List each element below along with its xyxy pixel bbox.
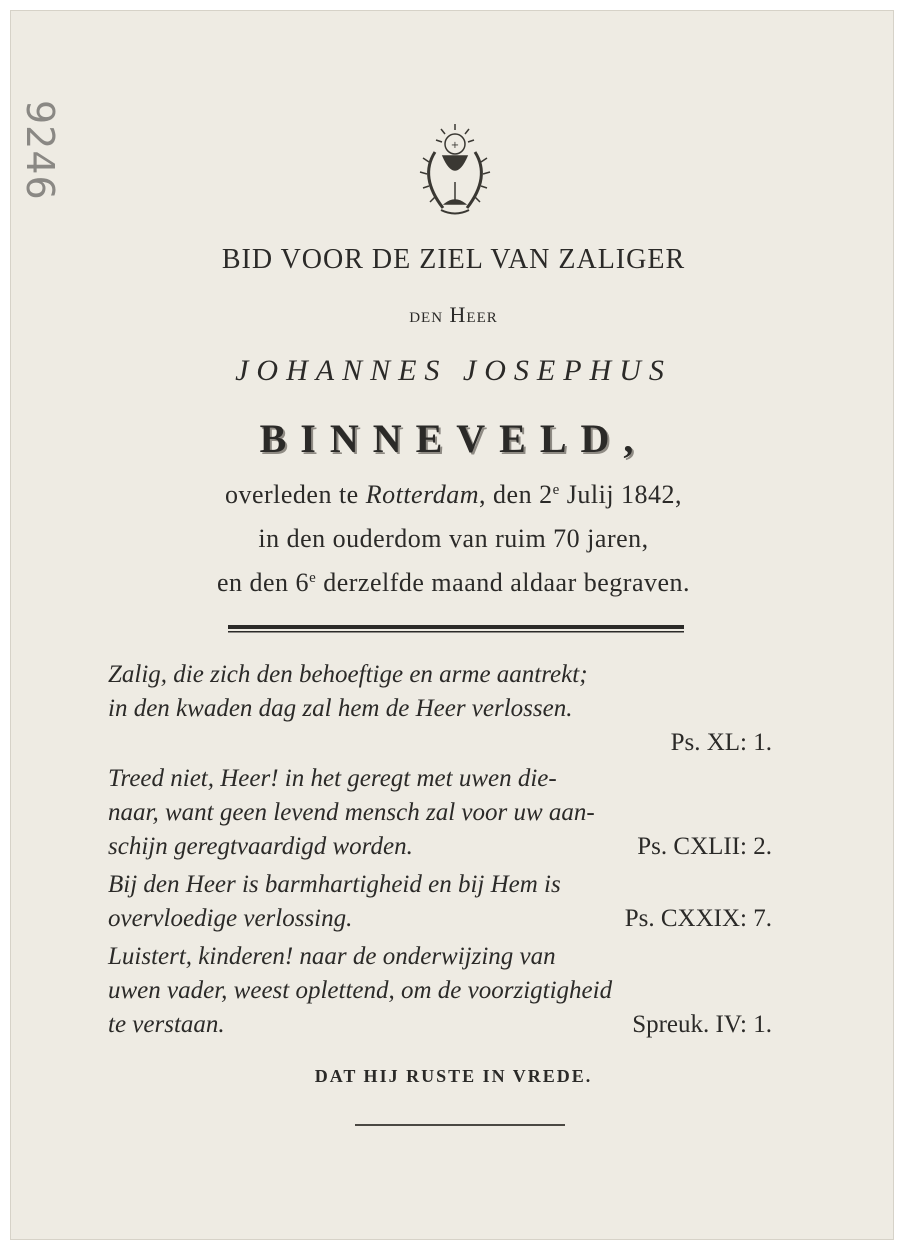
death-line-b: , den 2 [479, 480, 553, 509]
title-prefix: den Heer [409, 302, 498, 327]
death-city: Rotterdam [365, 480, 480, 509]
quote-2-line-3: schijn geregtvaardigd worden. [108, 833, 413, 860]
quote-1-line-1: Zalig, die zich den behoeftige en arme aantrekt; [108, 661, 588, 688]
quote-1 [108, 658, 808, 760]
quote-4-last-row [108, 1008, 808, 1042]
burial-day-sup: e [309, 570, 317, 586]
burial-line-b: derzelfde maand aldaar begraven. [316, 568, 691, 597]
death-day-sup: e [552, 482, 560, 498]
death-line-a: overleden te [224, 480, 366, 509]
quote-4-ref: Spreuk. IV: 1. [632, 1011, 772, 1038]
closing-line: DAT HIJ RUSTE IN VREDE. [314, 1066, 593, 1086]
quote-2-ref: Ps. CXLII: 2. [637, 833, 772, 860]
quote-3 [108, 868, 808, 936]
quote-4-line-3: te verstaan. [108, 1011, 225, 1038]
death-line-c: Julij 1842, [559, 480, 683, 509]
quote-3-line-2: overvloedige verlossing. [108, 905, 353, 932]
surname: BINNEVELD, [259, 416, 648, 461]
age-line: in den ouderdom van ruim 70 jaren, [258, 524, 649, 553]
quote-2-line-2: naar, want geen levend mensch zal voor uw aan- [108, 799, 595, 826]
first-names: JOHANNES JOSEPHUS [235, 354, 672, 387]
quote-3-last-row [108, 902, 808, 936]
death-line [0, 480, 907, 510]
quote-4 [108, 940, 808, 1042]
handwritten-number: 9246 [18, 100, 62, 201]
quote-2-last-row [108, 830, 808, 864]
closing-rule [355, 1124, 565, 1126]
svg-text:+: + [450, 140, 460, 151]
burial-line-a: en den 6 [216, 568, 310, 597]
quote-1-ref: Ps. XL: 1. [670, 729, 772, 756]
heading: BID VOOR DE ZIEL VAN ZALIGER [221, 244, 686, 275]
double-rule [228, 624, 684, 634]
burial-line [0, 568, 907, 598]
quote-2 [108, 762, 808, 864]
quote-4-line-1: Luistert, kinderen! naar de onderwijzing van [108, 943, 556, 970]
chalice-wreath-emblem-icon [405, 122, 505, 222]
quote-3-line-1: Bij den Heer is barmhartigheid en bij Hem is [108, 871, 561, 898]
quote-2-line-1: Treed niet, Heer! in het geregt met uwen die- [108, 765, 557, 792]
quote-1-line-2: in den kwaden dag zal hem de Heer verlossen. [108, 695, 573, 722]
quote-3-ref: Ps. CXXIX: 7. [624, 905, 772, 932]
quote-4-line-2: uwen vader, weest oplettend, om de voorzigtigheid [108, 977, 613, 1004]
